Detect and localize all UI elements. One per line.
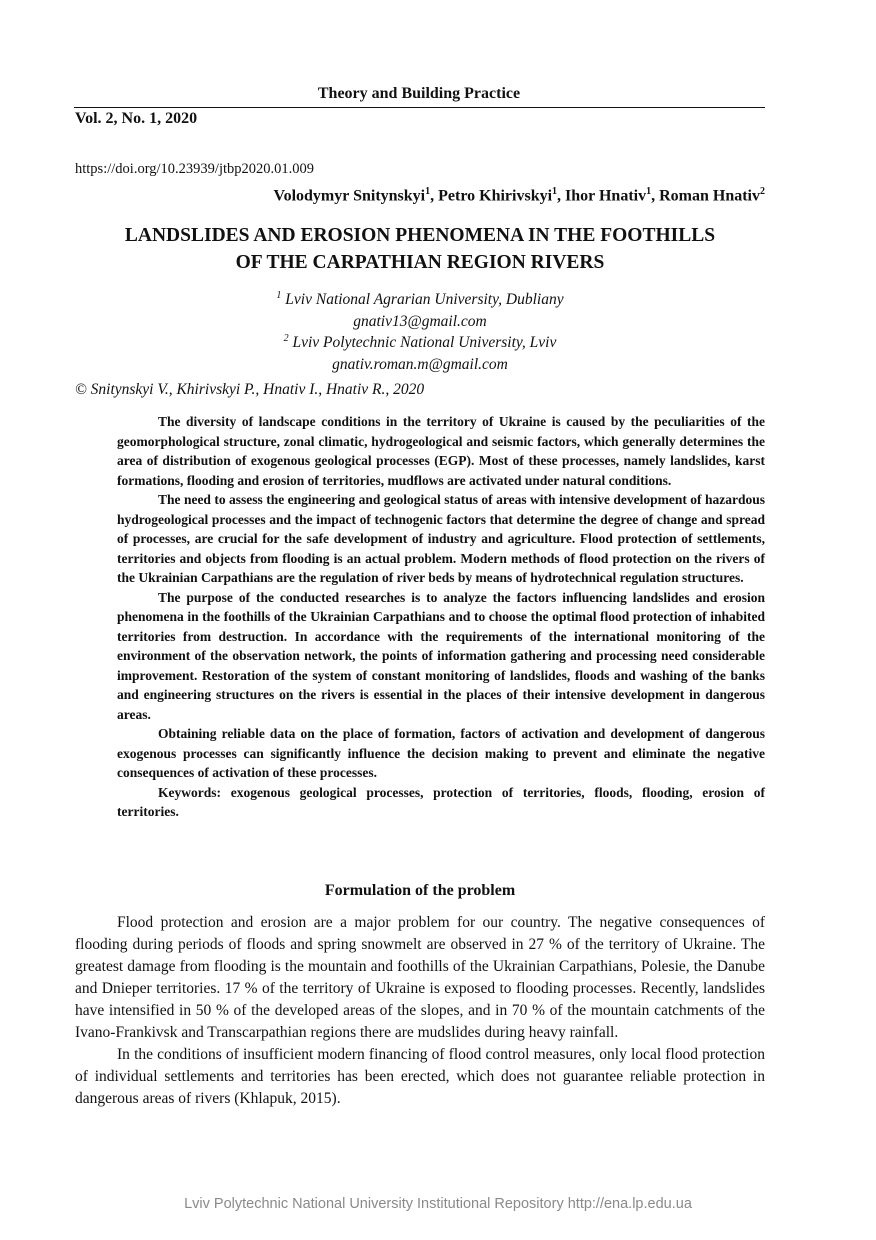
author-name: Roman Hnativ (659, 187, 760, 205)
affiliation-number: 2 (283, 333, 289, 344)
author-list: Volodymyr Snitynskyi$^1$, Petro Khirivskyi$^1$, Ihor Hnativ$^1$, Roman Hnativ$^2$ (273, 186, 765, 205)
section-body (75, 912, 765, 1110)
author-name: Ihor Hnativ (565, 187, 647, 205)
abstract-paragraph: The purpose of the conducted researches is to analyze the factors influencing landslides and erosion phenomena in the foothills of the Ukrainian Carpathians and to choose the optimal flood protection of inhabited territories from destruction. In accordance with the requirements of the international monitoring of the environment of the observation network, the points of information gathering and processing need considerable improvement. Restoration of the system of constant monitoring of landslides, floods and washing of the banks and engineering structures on the rivers is essential in the places of their intensive development in dangerous areas. (117, 589, 765, 722)
affiliation-email[interactable]: gnativ.roman.m@gmail.com (332, 356, 508, 374)
title-line: LANDSLIDES AND EROSION PHENOMENA IN THE FOOTHILLS (124, 225, 716, 246)
author-name: Petro Khirivskyi (438, 187, 553, 205)
author-affiliation-number: 2 (760, 186, 765, 197)
author-name: Volodymyr Snitynskyi (273, 187, 426, 205)
copyright-line: © Snitynskyi V., Khirivskyi P., Hnativ I., Hnativ R., 2020 (75, 381, 425, 398)
author-affiliation-number: 1 (552, 186, 558, 197)
abstract-paragraph: The need to assess the engineering and geological status of areas with intensive development of hazardous hydrogeological processes and the impact of technogenic factors that determine the degree of change and spread of processes, are crucial for the safe development of industry and agriculture. Flood protection of settlements, territories and objects from flooding is an actual problem. Modern methods of flood protection on the rivers of the Ukrainian Carpathians are the regulation of river beds by means of hydrotechnical regulation structures. (117, 492, 765, 585)
section-heading: Formulation of the problem (324, 882, 516, 899)
affiliation-1 (75, 285, 765, 333)
affiliation-email[interactable]: gnativ13@gmail.com (353, 313, 487, 331)
body-paragraph: Flood protection and erosion are a major problem for our country. The negative consequences of flooding during periods of floods and spring snowmelt are observed in 27 % of the territory of Ukraine. The greatest damage from flooding is the mountain and foothills of the Ukrainian Carpathians, Polesie, the Danube and Dnieper territories. 17 % of the territory of Ukraine is exposed to flooding processes. Recently, landslides have intensified in 50 % of the developed areas of the slopes, and in 70 % of the mountain catchments of the Ivano-Frankivsk and Transcarpathian regions there are mudslides during heavy rainfall. (75, 914, 765, 1041)
author-affiliation-number: 1 (646, 186, 652, 197)
affiliation-number: 1 (276, 290, 282, 301)
abstract (117, 412, 765, 822)
affiliation-2 (75, 328, 765, 376)
abstract-paragraph: Obtaining reliable data on the place of formation, factors of activation and development of dangerous exogenous processes can significantly influence the decision making to prevent and eliminate the negative consequences of activation of these processes. (117, 726, 765, 780)
journal-title: Theory and Building Practice (317, 85, 521, 102)
affiliation-name: Lviv National Agrarian University, Dubliany (285, 291, 564, 309)
affiliation-name: Lviv Polytechnic National University, Lviv (292, 334, 557, 352)
header-rule (74, 107, 765, 108)
citation-link[interactable]: Khlapuk, 2015 (239, 1090, 332, 1107)
paper-title (75, 222, 765, 276)
volume-label: Vol. 2, No. 1, 2020 (75, 110, 198, 127)
abstract-paragraph: The diversity of landscape conditions in the territory of Ukraine is caused by the peculiarities of the geomorphological structure, zonal climatic, hydrogeological and seismic factors, which generally determines the area of distribution of exogenous geological processes (EGP). Most of these processes, namely landslides, karst formations, flooding and erosion of territories, mudflows are activated under natural conditions. (117, 414, 765, 488)
title-line: OF THE CARPATHIAN REGION RIVERS (235, 252, 605, 273)
keywords: Keywords: exogenous geological processes, protection of territories, floods, flooding, erosion of territories. (117, 784, 765, 819)
doi-link[interactable]: https://doi.org/10.23939/jtbp2020.01.009 (75, 161, 314, 177)
author-affiliation-number: 1 (425, 186, 431, 197)
repository-footer: Lviv Polytechnic National University Institutional Repository http://ena.lp.edu.ua (184, 1196, 692, 1212)
body-paragraph: In the conditions of insufficient modern financing of flood control measures, only local flood protection of individual settlements and territories has been erected, which does not guarantee reliable protection in dangerous areas of rivers (Khlapuk, 2015). (75, 1046, 765, 1107)
